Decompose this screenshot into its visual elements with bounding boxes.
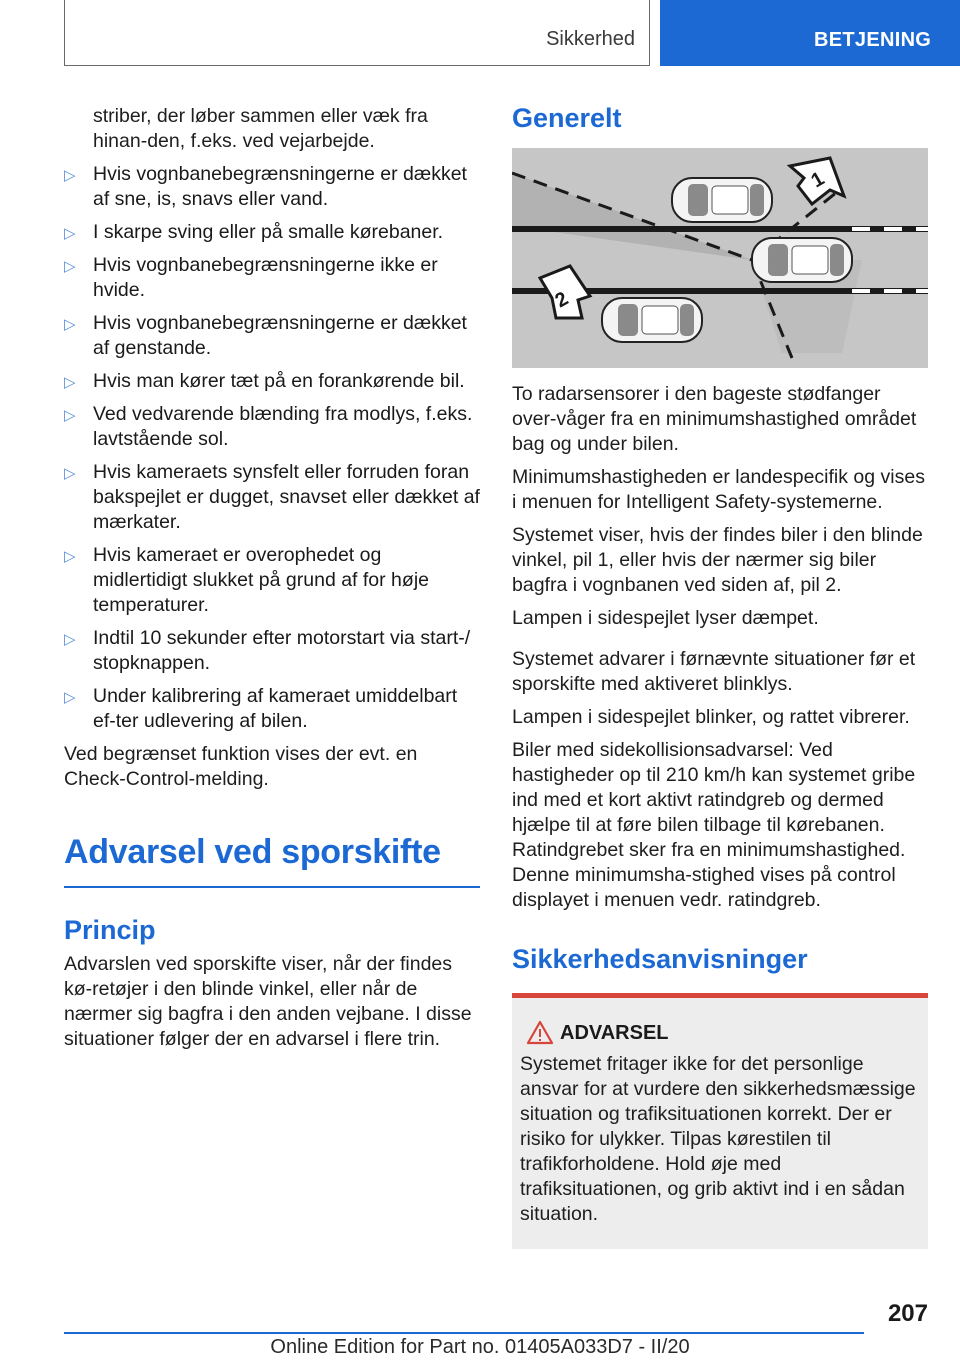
intro-text: striber, der løber sammen eller væk fra hinan-den, f.eks. ved vejarbejde. — [93, 105, 428, 152]
min-speed-text: Minimumshastigheden er landespecifik og vises i menuen for Intelligent Safety-systemerne. — [512, 466, 925, 513]
lane-change-illustration — [512, 148, 928, 368]
list-item: ▷ Ved vedvarende blænding fra modlys, f.eks. lavtstående sol. — [64, 403, 473, 450]
triangle-bullet-icon: ▷ — [64, 225, 76, 242]
footer-edition: Online Edition for Part no. 01405A033D7 - II/20 — [270, 1336, 690, 1358]
header-frame — [64, 0, 650, 66]
left-column — [64, 104, 480, 1052]
triangle-bullet-icon: ▷ — [64, 465, 76, 482]
arrow-2-label: 2 — [551, 287, 573, 313]
warning-text: Systemet fritager ikke for det personlige ansvar for at vurdere den sikkerhedsmæssige situation og trafiksituationen korrekt. Der er risiko for ulykker. Tilpas kørestilen til trafikforholdene. Hold øje med trafiksituationen, og grib aktivt ind i en sådan situation. — [520, 1053, 916, 1225]
triangle-bullet-icon: ▷ — [64, 258, 76, 275]
right-column — [512, 100, 928, 1249]
triangle-bullet-icon: ▷ — [64, 316, 76, 333]
chapter-tab[interactable] — [660, 0, 960, 66]
blind-spot-text: Systemet viser, hvis der findes biler i den blinde vinkel, pil 1, eller hvis der nærmer sig biler bagfra i vognbanen ved siden af, pil 2. — [512, 524, 923, 596]
list-item: ▷ Under kalibrering af kameraet umiddelbart ef-ter udlevering af bilen. — [64, 685, 458, 732]
list-item: ▷ Indtil 10 sekunder efter motorstart via start-/ stopknappen. — [64, 627, 471, 674]
list-item: ▷ Hvis vognbanebegrænsningerne ikke er hvide. — [64, 254, 438, 301]
road-diagram — [512, 148, 928, 368]
radar-text: To radarsensorer i den bageste stødfanger over-våger fra en minimumshastighed området bag og under bilen. — [512, 383, 917, 455]
warning-box — [512, 993, 928, 1249]
limitation-list — [64, 162, 480, 734]
triangle-bullet-icon: ▷ — [64, 548, 76, 565]
triangle-bullet-icon: ▷ — [64, 407, 76, 424]
warning-title: ADVARSEL — [560, 1021, 669, 1044]
closing-text: Ved begrænset funktion vises der evt. en Check-Control-melding. — [64, 743, 418, 790]
own-car-icon — [752, 238, 852, 282]
steering-intervention-text: Biler med sidekollisionsadvarsel: Ved hastigheder op til 210 km/h kan systemet gribe ind med et kort aktivt ratindgreb og dermed hjælpe til at føre bilen tilbage til kørebanen. Ratindgrebet sker fra en minimumshastighed. Denne minimumsha-stighed vises på control displayet i menuen vedr. ratindgreb. — [512, 739, 916, 911]
mirror-dim-text: Lampen i sidespejlet lyser dæmpet. — [512, 607, 819, 629]
section-title: Sikkerhed — [546, 28, 635, 50]
car-blind-spot-icon — [672, 178, 772, 222]
main-heading: Advarsel ved sporskifte — [64, 833, 441, 871]
footer-divider — [64, 1332, 864, 1334]
heading-divider — [64, 886, 480, 888]
list-item: ▷ Hvis man kører tæt på en forankørende bil. — [64, 369, 480, 394]
list-item: ▷ Hvis kameraet er overophedet og midlertidigt slukket på grund af for høje temperaturer. — [64, 544, 429, 616]
page-number: 207 — [887, 1300, 928, 1327]
triangle-bullet-icon: ▷ — [64, 167, 76, 184]
warning-triangle-icon — [520, 1020, 560, 1046]
arrow-1-label: 1 — [807, 167, 829, 193]
car-approaching-icon — [602, 298, 702, 342]
principle-heading: Princip — [64, 914, 156, 945]
list-item: ▷ Hvis vognbanebegrænsningerne er dækket af genstande. — [64, 312, 467, 359]
chapter-title: BETJENING — [814, 29, 932, 51]
triangle-bullet-icon: ▷ — [64, 631, 76, 648]
list-item: ▷ I skarpe sving eller på smalle kørebaner. — [64, 220, 480, 245]
principle-text: Advarslen ved sporskifte viser, når der findes kø-retøjer i den blinde vinkel, eller når de nærmer sig bagfra i den anden vejbane. I disse situationer følger der en advarsel i flere trin. — [64, 952, 472, 1050]
warning-title-row — [520, 1020, 920, 1046]
safety-heading: Sikkerhedsanvisninger — [512, 944, 808, 974]
warning-indicator-text: Systemet advarer i førnævnte situationer før et sporskifte med aktiveret blinklys. — [512, 648, 916, 695]
general-heading: Generelt — [512, 103, 622, 133]
list-item: ▷ Hvis kameraets synsfelt eller forruden foran bakspejlet er dugget, snavset eller dækket af mærkater. — [64, 461, 480, 533]
triangle-bullet-icon: ▷ — [64, 374, 76, 391]
triangle-bullet-icon: ▷ — [64, 689, 76, 706]
list-item: ▷ Hvis vognbanebegrænsningerne er dækket af sne, is, snavs eller vand. — [64, 163, 467, 210]
mirror-flash-text: Lampen i sidespejlet blinker, og rattet vibrerer. — [512, 706, 910, 728]
